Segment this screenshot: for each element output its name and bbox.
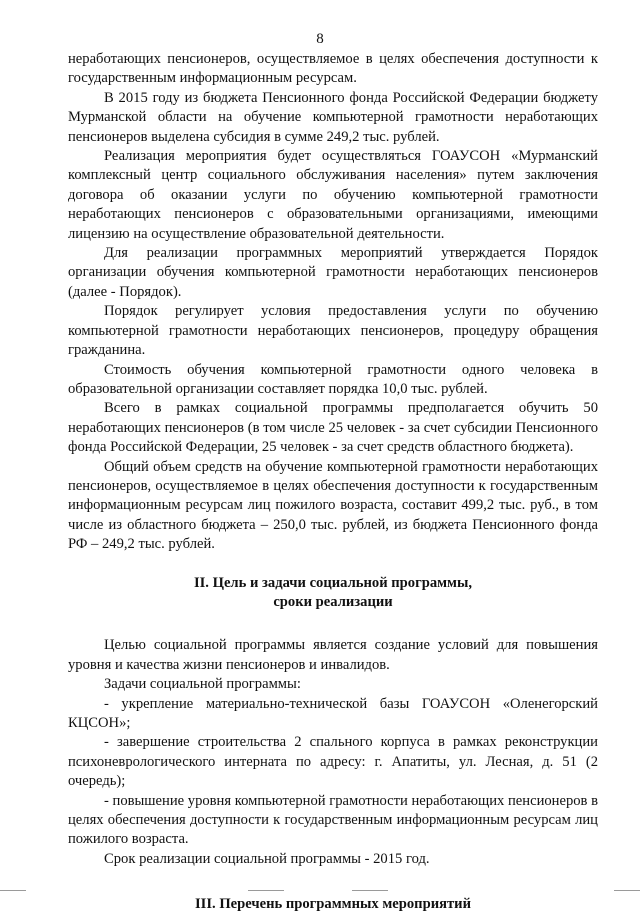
scan-edge-mark [614,890,640,891]
document-body [68,50,598,915]
scan-edge-mark [0,890,26,891]
paragraph: В 2015 году из бюджета Пенсионного фонда Российской Федерации бюджету Мурманской области на обучение компьютерной грамотности неработающих пенсионеров выделена субсидия в сумме 249,2 тыс. рублей. [68,89,598,145]
paragraph: Стоимость обучения компьютерной грамотности одного человека в образовательной организации составляет порядка 10,0 тыс. рублей. [68,361,598,397]
paragraph: Всего в рамках социальной программы предполагается обучить 50 неработающих пенсионеров (в том числе 25 человек - за счет субсидии Пенсионного фонда Российской Федерации, 25 человек - за счет средств областного бюджета). [68,400,598,456]
section-heading-line: сроки реализации [273,593,393,610]
section-3-heading: III. Перечень программных мероприятий [194,896,471,913]
scan-edge-mark [352,890,388,891]
paragraph: Реализация мероприятия будет осуществляться ГОАУСОН «Мурманский комплексный центр социального обслуживания населения» путем заключения договора об оказании услуги по обучению компьютерной грамотности неработающих пенсионеров с образовательными организациями, имеющими лицензию на осуществление образовательной деятельности. [68,148,598,242]
section-heading-line: II. Цель и задачи социальной программы, [193,574,473,591]
page-number: 8 [316,31,324,47]
paragraph: Задачи социальной программы: [104,676,301,693]
list-item: - повышение уровня компьютерной грамотности неработающих пенсионеров в целях обеспечения доступности к государственным информационным ресурсам лиц пожилого возраста. [68,792,598,848]
section-2-heading [68,574,598,613]
scan-edge-mark [248,890,284,891]
list-item: - завершение строительства 2 спального корпуса в рамках реконструкции психоневрологического интерната по адресу: г. Апатиты, ул. Лесная, д. 51 (2 очередь); [68,734,598,790]
paragraph: Порядок регулирует условия предоставления услуги по обучению компьютерной грамотности неработающих пенсионеров, процедуру обращения гражданина. [68,303,598,359]
paragraph: Для реализации программных мероприятий утверждается Порядок организации обучения компьютерной грамотности неработающих пенсионеров (далее - Порядок). [68,245,598,300]
paragraph: Общий объем средств на обучение компьютерной грамотности неработающих пенсионеров, осуществляемое в целях обеспечения доступности к государственным информационным ресурсам лиц пожилого возраста, составит 499,2 тыс. руб., в том числе из областного бюджета – 250,0 тыс. рублей, из бюджета Пенсионного фонда РФ – 249,2 тыс. рублей. [68,458,598,553]
paragraph: Целью социальной программы является создание условий для повышения уровня и качества жизни пенсионеров и инвалидов. [68,637,598,673]
paragraph: неработающих пенсионеров, осуществляемое в целях обеспечения доступности к государственным информационным ресурсам. [68,51,598,87]
list-item: - укрепление материально-технической базы ГОАУСОН «Оленегорский КЦСОН»; [68,695,598,731]
paragraph: Срок реализации социальной программы - 2015 год. [104,850,430,867]
